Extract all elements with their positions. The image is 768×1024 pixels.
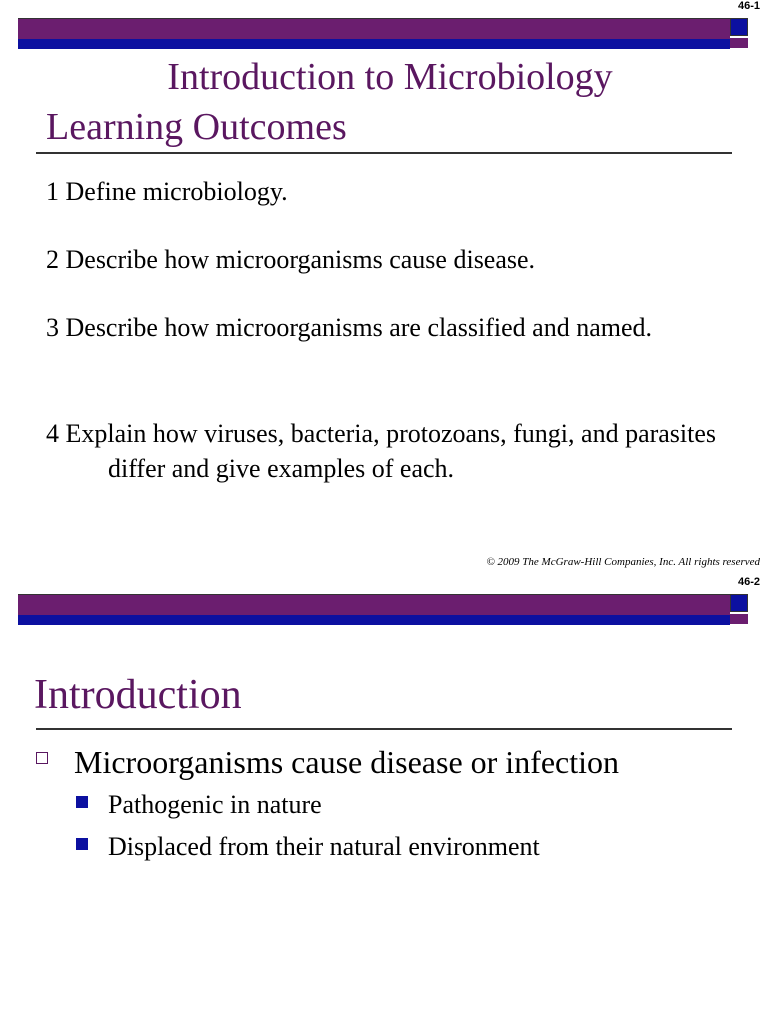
header-bar-purple <box>18 594 730 615</box>
title-divider <box>36 728 732 730</box>
square-bullet-icon <box>76 796 88 808</box>
header-square-purple <box>730 614 748 624</box>
main-bullet-text: Microorganisms cause disease or infection <box>74 744 620 780</box>
sub-bullet-text: Displaced from their natural environment <box>108 832 540 861</box>
header-bar-purple <box>18 18 730 39</box>
header-square-blue <box>730 18 748 36</box>
title-divider <box>36 152 732 154</box>
header-square-blue <box>730 594 748 612</box>
slide-title: Introduction to Microbiology <box>167 56 613 98</box>
header-bar-blue <box>18 39 730 49</box>
square-bullet-icon <box>76 838 88 850</box>
slide-subtitle: Learning Outcomes <box>46 106 347 148</box>
learning-outcome-3: 3 Describe how microorganisms are classified and named. <box>46 313 652 342</box>
header-square-purple <box>730 38 748 48</box>
learning-outcome-1: 1 Define microbiology. <box>46 177 288 206</box>
hollow-square-bullet-icon <box>36 752 48 764</box>
slide-title: Introduction <box>34 672 242 718</box>
slide-2 <box>0 576 768 1024</box>
learning-outcome-4: 4 Explain how viruses, bacteria, protozoans, fungi, and parasites differ and give examples of each. <box>46 419 717 483</box>
copyright-notice: © 2009 The McGraw-Hill Companies, Inc. All rights reserved <box>486 556 760 568</box>
slide-number: 46-1 <box>737 0 760 12</box>
slide-number: 46-2 <box>737 576 760 588</box>
header-bar-blue <box>18 615 730 625</box>
sub-bullet-text: Pathogenic in nature <box>108 790 322 819</box>
learning-outcome-2: 2 Describe how microorganisms cause disease. <box>46 245 536 274</box>
